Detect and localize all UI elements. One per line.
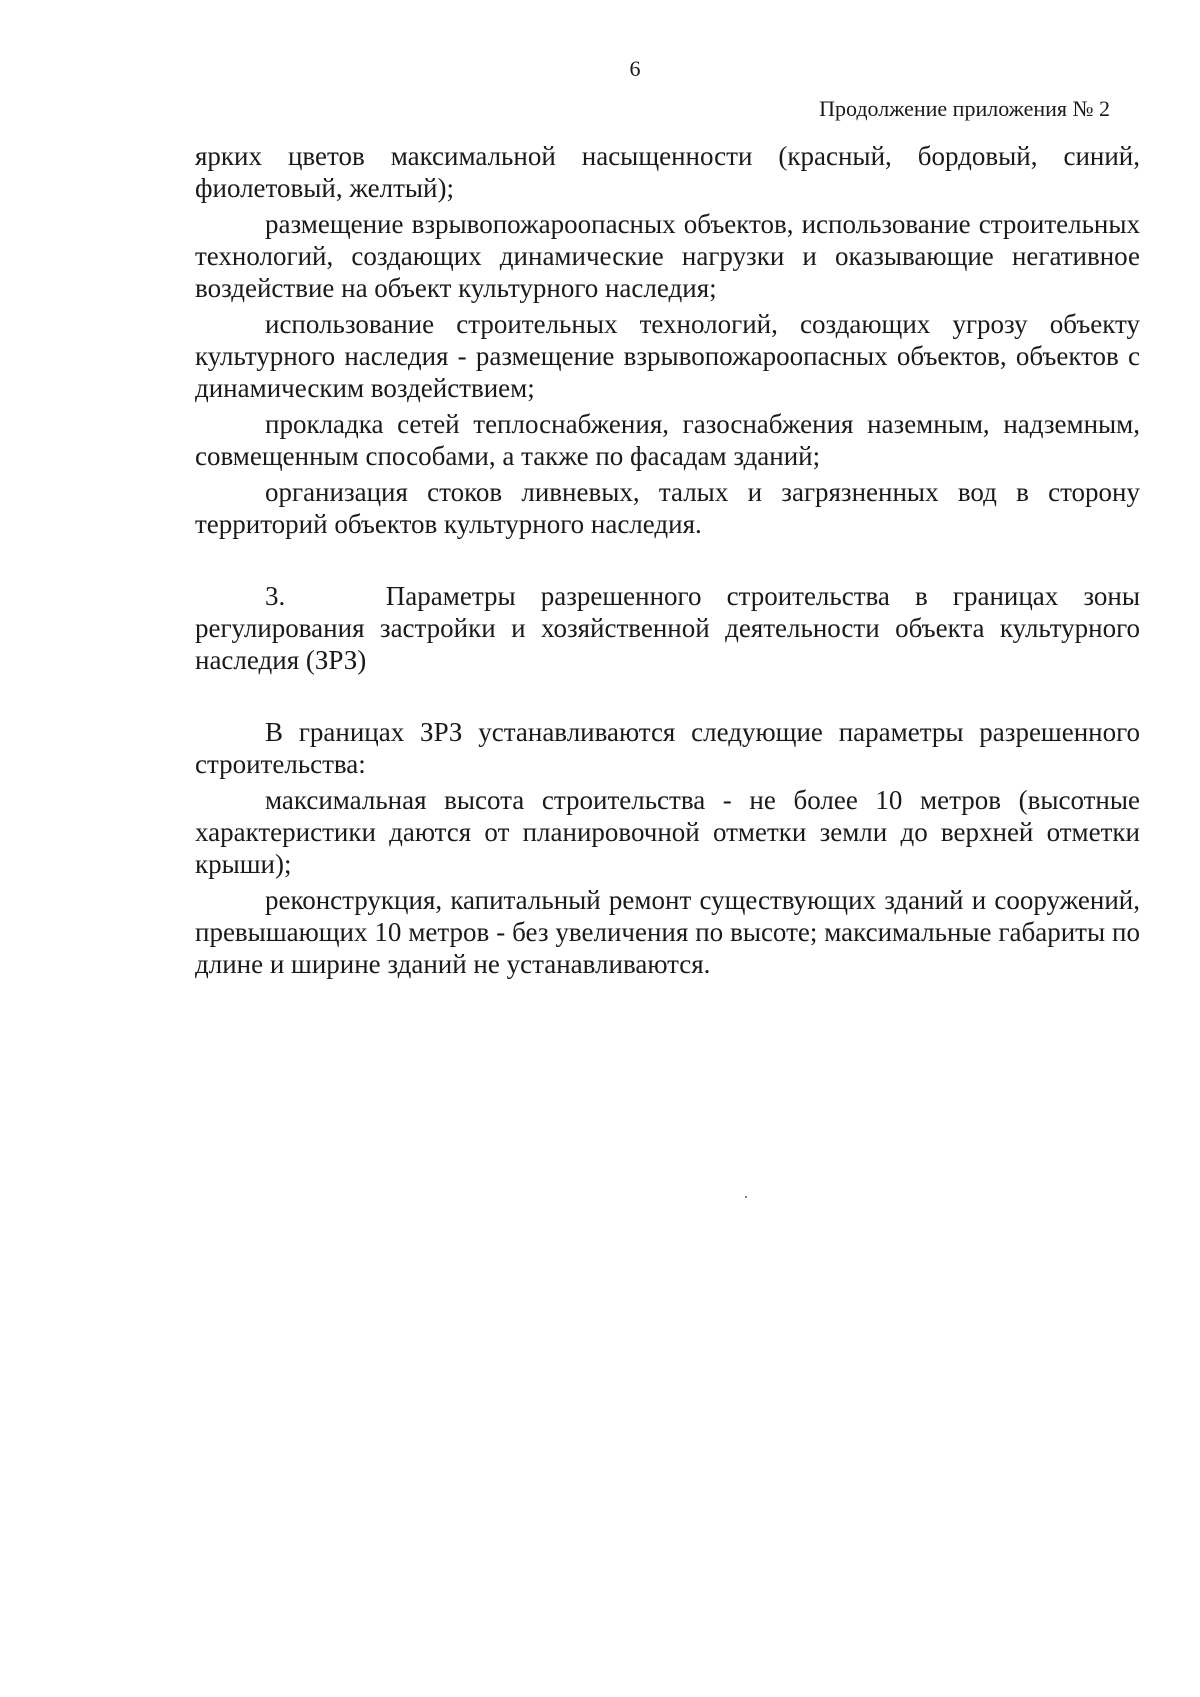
paragraph-colors: ярких цветов максимальной насыщенности (красный, бордовый, синий, фиолетовый, желтый);	[195, 141, 1140, 203]
section-3-number: 3.	[265, 581, 286, 611]
paragraph-construction-technologies: использование строительных технологий, создающих угрозу объекту культурного наследия - размещение взрывопожароопасных объектов, объектов с динамическим воздействием;	[195, 309, 1140, 403]
document-body	[195, 140, 1140, 980]
paragraph-zrz-parameters-intro: В границах ЗРЗ устанавливаются следующие параметры разрешенного строительства:	[195, 717, 1140, 779]
page-number: 6	[629, 56, 641, 81]
paragraph-explosive-objects: размещение взрывопожароопасных объектов, использование строительных технологий, создающих динамические нагрузки и оказывающие негативное воздействие на объект культурного наследия;	[195, 209, 1140, 303]
paragraph-reconstruction: реконструкция, капитальный ремонт существующих зданий и сооружений, превышающих 10 метров - без увеличения по высоте; максимальные габариты по длине и ширине зданий не устанавливаются.	[195, 885, 1140, 979]
scan-speck	[745, 1196, 747, 1198]
section-3-heading	[195, 580, 1140, 676]
paragraph-drainage: организация стоков ливневых, талых и загрязненных вод в сторону территорий объектов культурного наследия.	[195, 477, 1140, 539]
section-3-title: Параметры разрешенного строительства в границах зоны регулирования застройки и хозяйственной деятельности объекта культурного наследия (ЗРЗ)	[195, 581, 1141, 675]
paragraph-max-height: максимальная высота строительства - не более 10 метров (высотные характеристики даются от планировочной отметки земли до верхней отметки крыши);	[195, 785, 1140, 879]
paragraph-utility-networks: прокладка сетей теплоснабжения, газоснабжения наземным, надземным, совмещенным способами, а также по фасадам зданий;	[195, 409, 1140, 471]
appendix-continuation-note: Продолжение приложения № 2	[819, 96, 1110, 121]
